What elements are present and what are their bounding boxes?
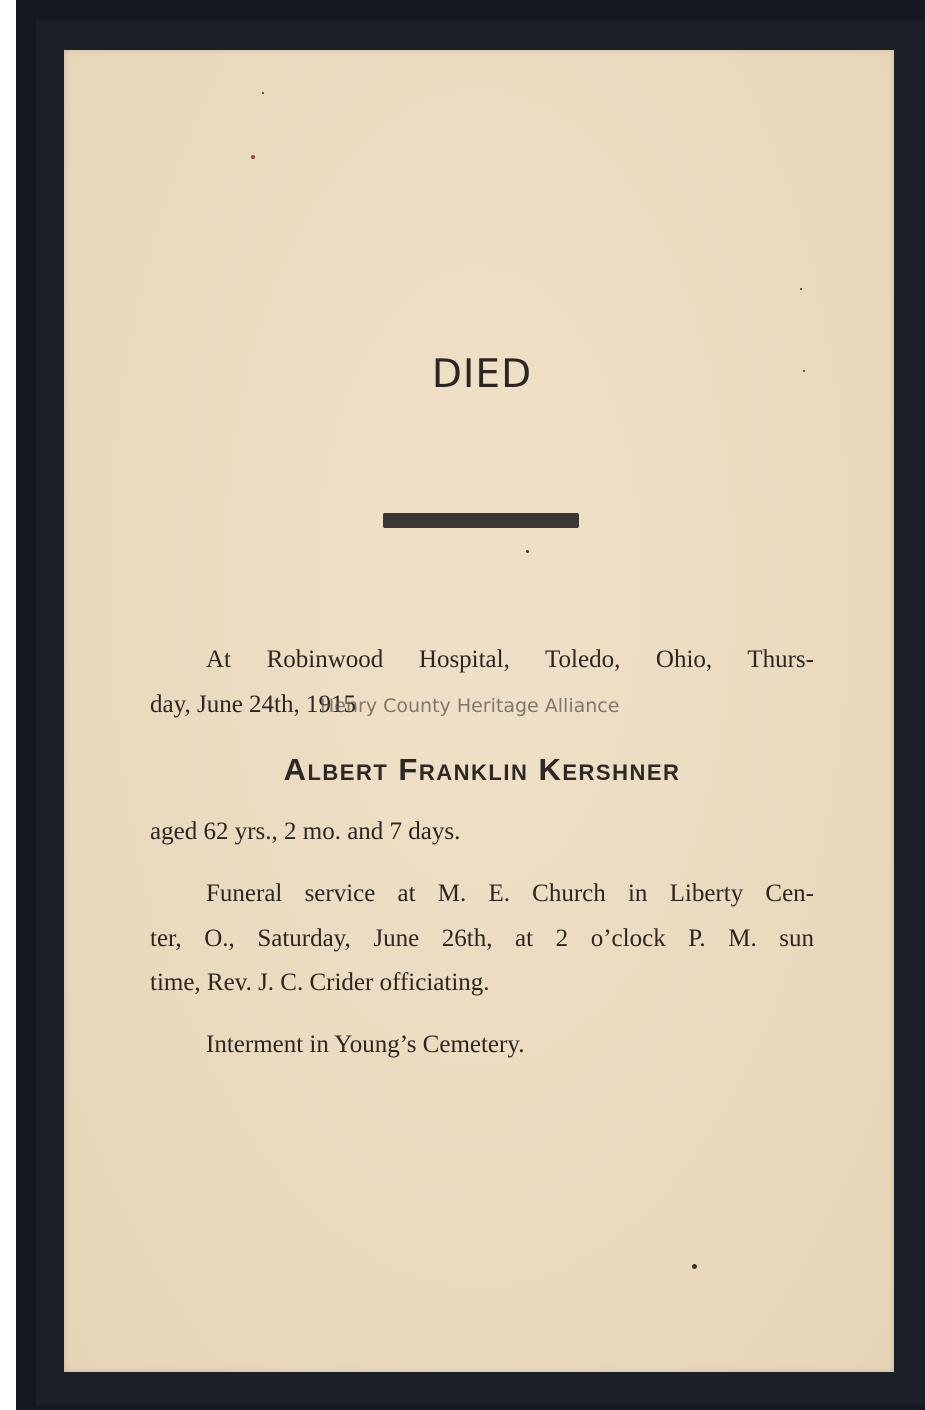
- deceased-name: Albert Franklin Kershner: [283, 752, 681, 787]
- ink-speck: [262, 92, 264, 94]
- card-heading: DIED: [431, 352, 533, 397]
- funeral-line-1: Funeral service at M. E. Church in Liberty Cen-: [206, 880, 814, 907]
- funeral-line-2: ter, O., Saturday, June 26th, at 2 o’clock P. M. sun: [150, 925, 814, 952]
- mourning-rule: [383, 513, 579, 528]
- ink-speck: [800, 288, 802, 290]
- location-line-1: At Robinwood Hospital, Toledo, Ohio, Thurs-: [206, 646, 814, 673]
- watermark-text: Henry County Heritage Alliance: [320, 695, 620, 717]
- ink-speck: [251, 155, 255, 159]
- funeral-line-3: time, Rev. J. C. Crider officiating.: [150, 969, 490, 996]
- ink-speck: [526, 550, 529, 553]
- interment-line: Interment in Young’s Cemetery.: [206, 1031, 525, 1058]
- ink-speck: [692, 1264, 697, 1269]
- age-line: aged 62 yrs., 2 mo. and 7 days.: [150, 818, 461, 845]
- ink-speck: [803, 370, 805, 372]
- location-line-2: day, June 24th, 1915: [150, 691, 356, 718]
